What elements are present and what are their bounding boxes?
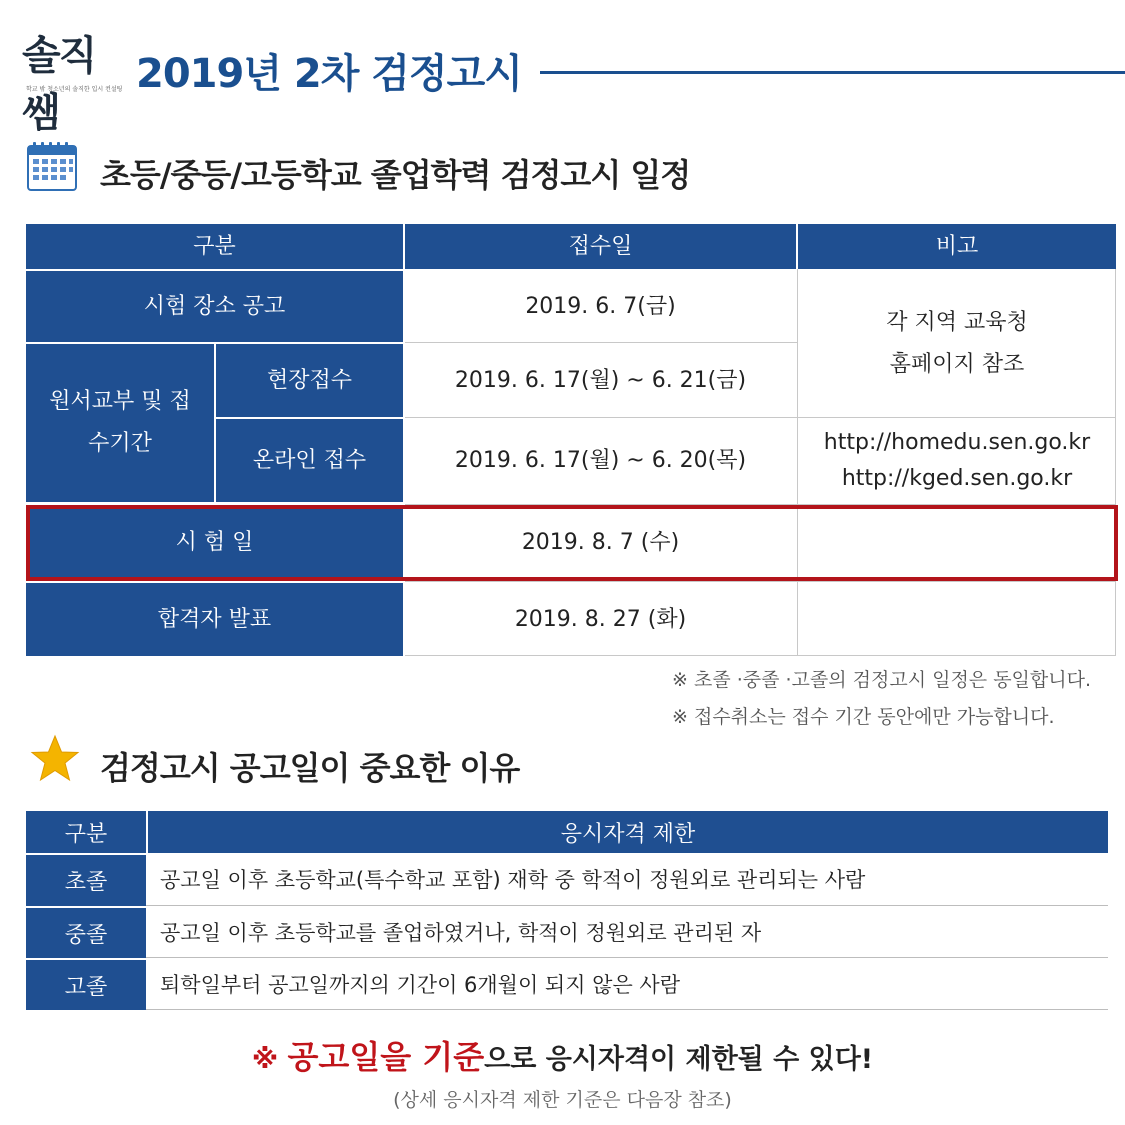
warning-rest: 으로 응시자격이 제한될 수 있다! [484, 1044, 874, 1075]
grid-line [1115, 269, 1116, 656]
col-header-remark: 비고 [798, 224, 1116, 269]
row-label-venue: 시험 장소 공고 [26, 271, 403, 342]
col-header-category: 구분 [26, 224, 403, 269]
homedu-link[interactable]: http://homedu.sen.go.kr [823, 430, 1091, 456]
row-label-result: 합격자 발표 [26, 583, 403, 656]
footnote: (상세 응시자격 제한 기준은 다음장 참조) [393, 1089, 732, 1111]
row-label-online: 온라인 접수 [216, 419, 403, 502]
grid-line [405, 342, 798, 343]
restriction-high: 퇴학일부터 공고일까지의 기간이 6개월이 되지 않은 사람 [146, 958, 1108, 1010]
level-elementary: 초졸 [26, 853, 146, 906]
onsite-date: 2019. 6. 17(월) ~ 6. 21(금) [405, 344, 796, 417]
venue-date: 2019. 6. 7(금) [405, 271, 796, 342]
grid-line [405, 581, 1116, 582]
exam-day-highlight [26, 505, 1118, 581]
calendar-icon [26, 140, 78, 192]
col-header-level: 구분 [26, 811, 146, 853]
reason-section-title: 검정고시 공고일이 중요한 이유 [100, 749, 520, 787]
note-schedule-same: ※ 초졸 ·중졸 ·고졸의 검정고시 일정은 동일합니다. [672, 669, 1092, 691]
row-label-onsite: 현장접수 [216, 344, 403, 417]
online-date: 2019. 6. 17(월) ~ 6. 20(목) [405, 419, 796, 502]
logo-subtitle: 학교 밖 청소년의 솔직한 입시 컨설팅 [26, 86, 123, 93]
level-high: 고졸 [26, 958, 146, 1010]
application-group-label: 원서교부 및 접수기간 [49, 389, 191, 456]
level-middle: 중졸 [26, 906, 146, 958]
result-remark [798, 583, 1116, 656]
row-label-application [26, 344, 214, 502]
row-label-exam: 시 험 일 [26, 506, 403, 579]
restriction-middle: 공고일 이후 초등학교를 졸업하였거나, 학적이 정원외로 관리된 자 [146, 906, 1108, 958]
table-row [26, 853, 1108, 906]
exam-date: 2019. 8. 7 (수) [405, 506, 796, 579]
remark-urls [798, 419, 1116, 502]
col-header-date: 접수일 [405, 224, 796, 269]
remark-homepage [798, 271, 1116, 417]
kged-link[interactable]: http://kged.sen.go.kr [841, 465, 1073, 491]
grid-line [405, 417, 1116, 418]
logo-text: 솔직쌤 [22, 32, 96, 136]
grid-line [797, 269, 798, 656]
warning-mark: ※ [251, 1044, 279, 1075]
schedule-table [26, 224, 1116, 656]
eligibility-header-row [26, 811, 1108, 853]
warning-message [0, 1032, 1125, 1078]
table-row [26, 958, 1108, 1010]
table-row [26, 906, 1108, 958]
brand-logo [22, 18, 123, 136]
star-icon [30, 734, 80, 784]
result-date: 2019. 8. 27 (화) [405, 583, 796, 656]
schedule-section-title: 초등/중등/고등학교 졸업학력 검정고시 일정 [100, 156, 691, 194]
remark-homepage-line2: 홈페이지 참조 [889, 352, 1025, 377]
warning-emphasis: 공고일을 기준 [287, 1038, 485, 1076]
grid-line [405, 655, 1116, 656]
page-title: 2019년 2차 검정고시 [136, 51, 522, 97]
col-header-restriction: 응시자격 제한 [146, 811, 1108, 853]
note-cancel-period: ※ 접수취소는 접수 기간 동안에만 가능합니다. [672, 706, 1055, 728]
title-divider [540, 71, 1125, 74]
restriction-elementary: 공고일 이후 초등학교(특수학교 포함) 재학 중 학적이 정원외로 관리되는 사람 [146, 853, 1108, 906]
remark-homepage-line1: 각 지역 교육청 [886, 310, 1028, 336]
